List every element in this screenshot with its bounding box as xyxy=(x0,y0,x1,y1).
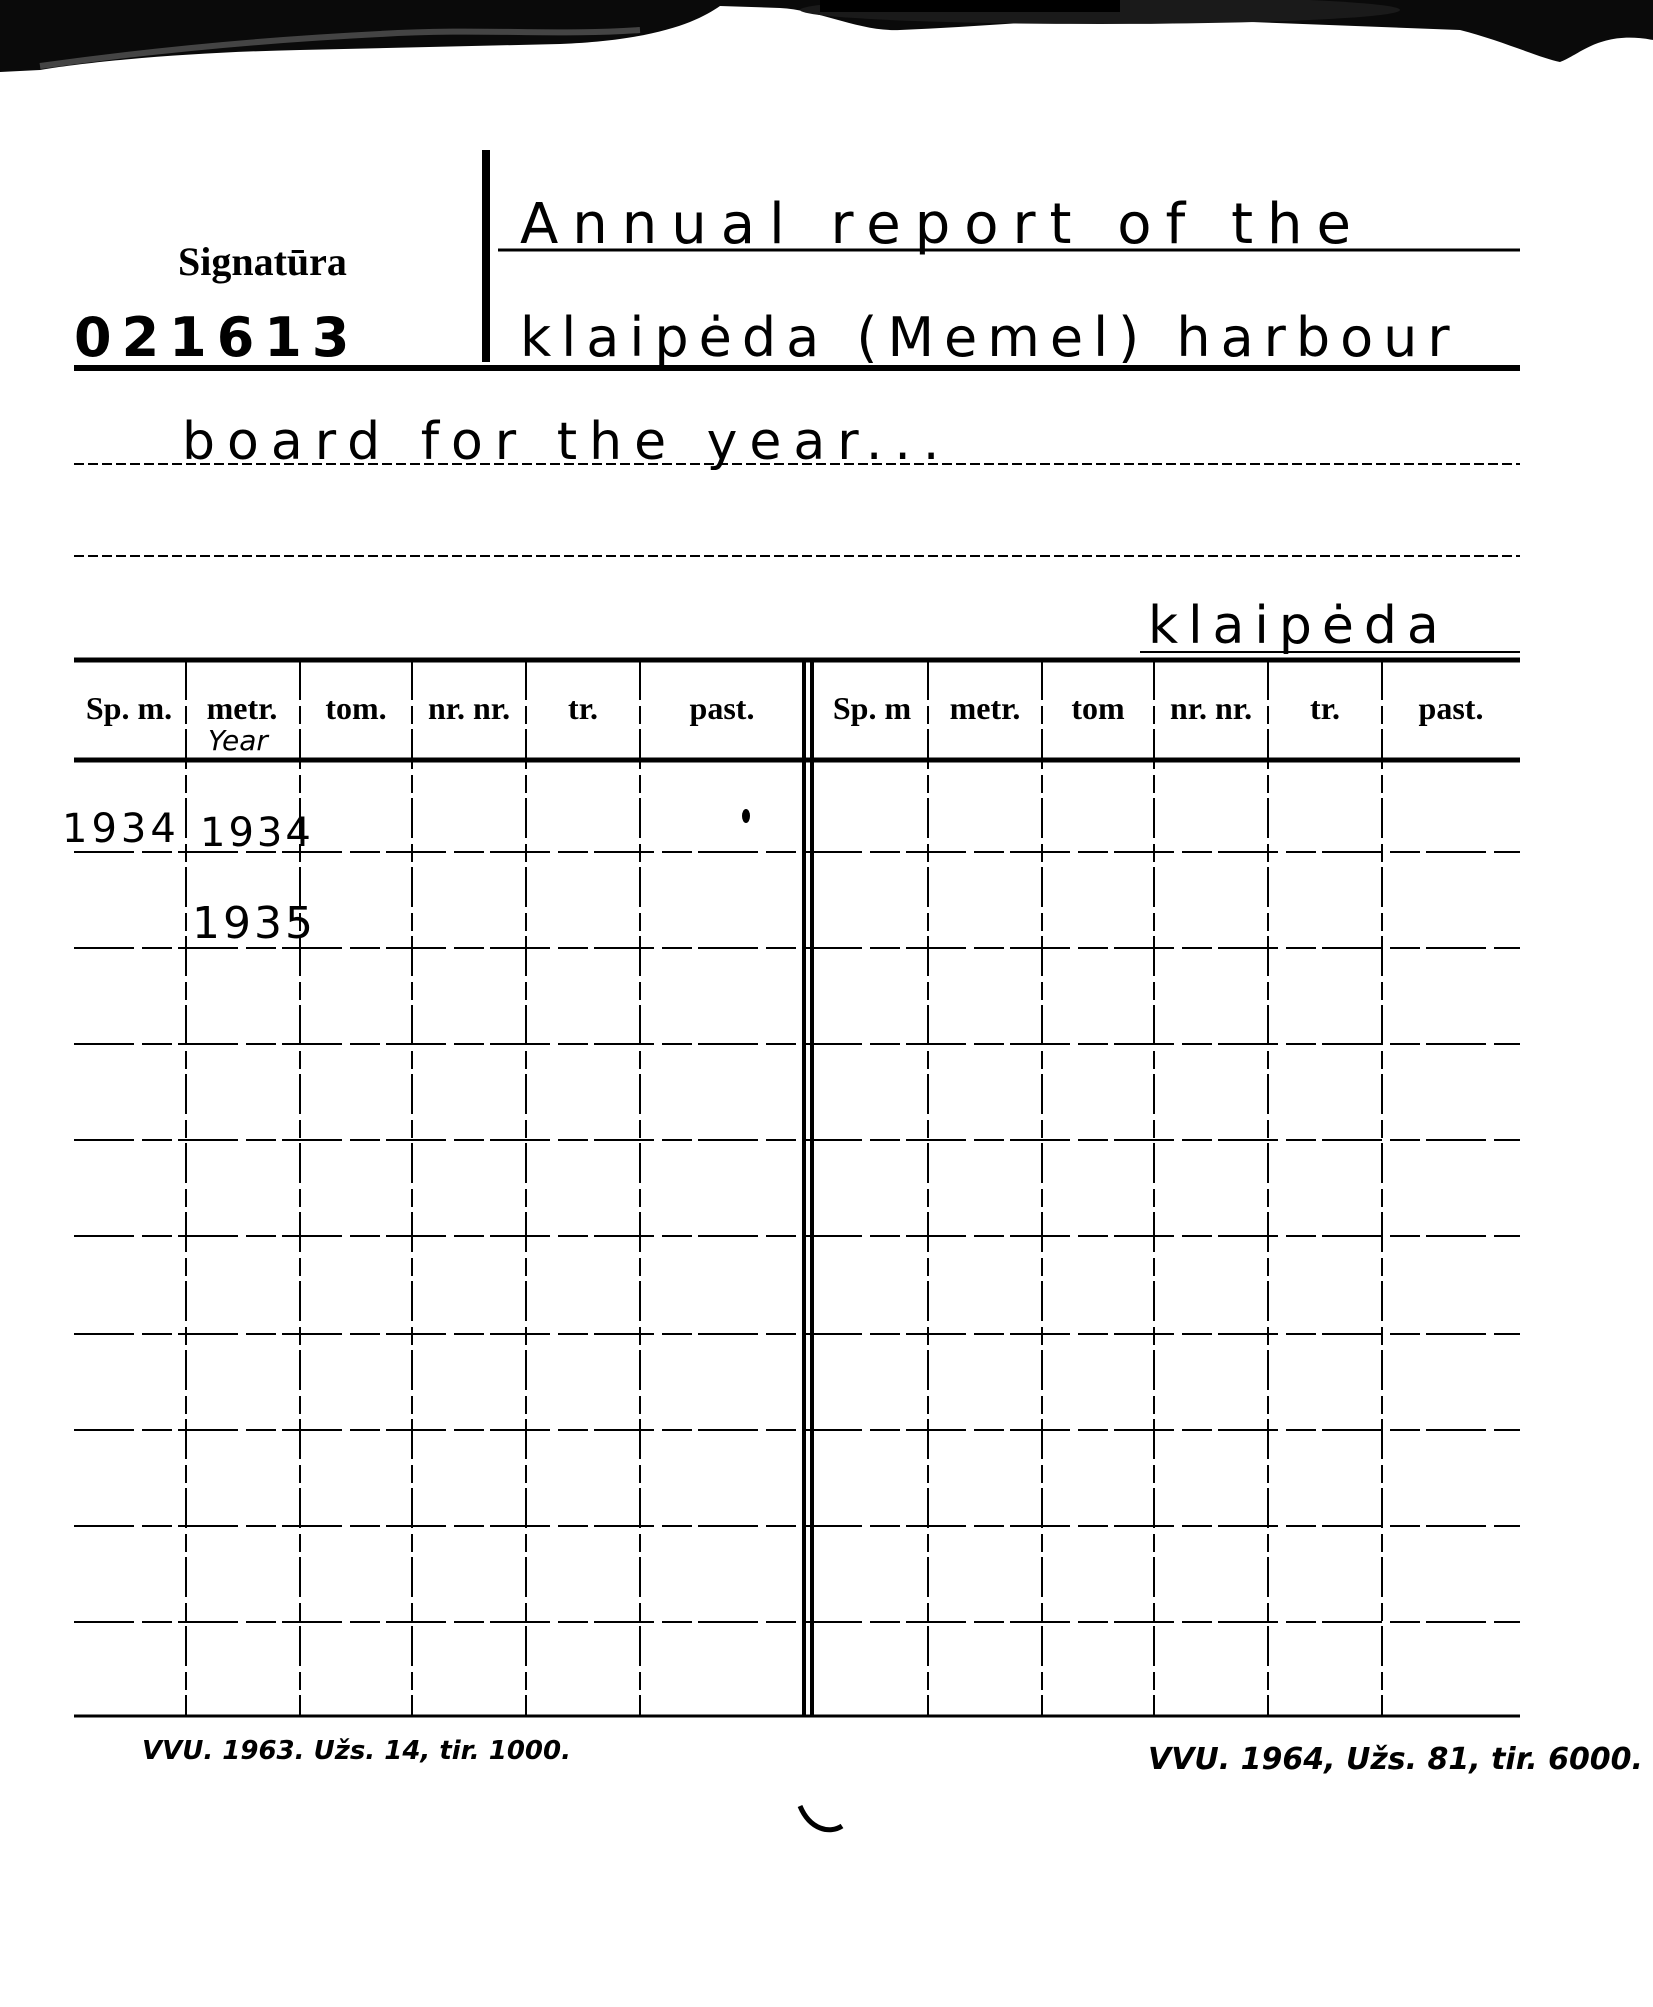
header-nrnr-left: nr. nr. xyxy=(427,690,511,726)
header-metr-left: metr. xyxy=(206,690,278,726)
header-sp-m-right: Sp. m xyxy=(832,690,912,726)
header-past-left: past. xyxy=(689,690,755,726)
header-tr-right: tr. xyxy=(1310,690,1340,726)
header-year-note: Year xyxy=(208,724,268,757)
title-line-2: klaipėda (Memel) harbour xyxy=(520,306,1460,369)
title-line-3: board for the year... xyxy=(182,412,952,472)
header-nrnr-right: nr. nr. xyxy=(1169,690,1253,726)
footer-print-note-right: VVU. 1964, Užs. 81, tir. 6000. xyxy=(1148,1742,1643,1777)
header-tr-left: tr. xyxy=(568,690,598,726)
entry-sp-m-row1: 1934 xyxy=(62,806,180,852)
header-past-right: past. xyxy=(1418,690,1484,726)
place-name: klaipėda xyxy=(1148,596,1449,656)
entry-metr-row1: 1934 xyxy=(200,810,314,856)
header-tom-right: tom xyxy=(1071,690,1125,726)
header-tom-left: tom. xyxy=(325,690,387,726)
signatura-label: Signatūra xyxy=(178,239,347,284)
signatura-value: 021613 xyxy=(74,306,360,369)
header-sp-m-left: Sp. m. xyxy=(85,690,173,726)
header-metr-right: metr. xyxy=(949,690,1021,726)
entry-metr-row2: 1935 xyxy=(192,898,316,949)
title-line-1: Annual report of the xyxy=(520,192,1365,257)
footer-print-note-left: VVU. 1963. Užs. 14, tir. 1000. xyxy=(142,1736,571,1766)
